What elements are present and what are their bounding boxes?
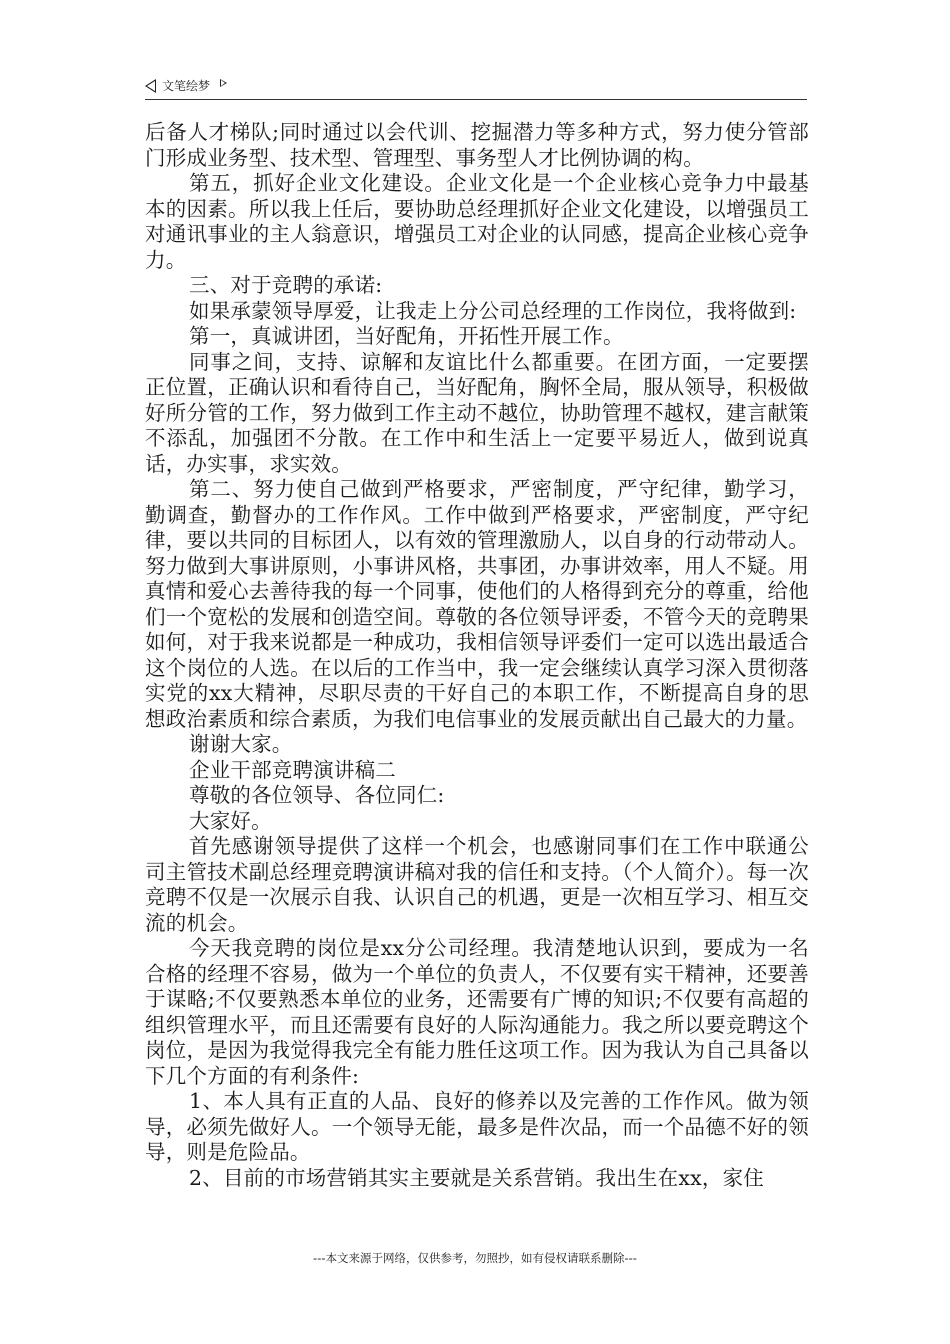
header-brand	[145, 77, 227, 94]
paragraph: 后备人才梯队;同时通过以会代训、挖掘潜力等多种方式，努力使分管部门形成业务型、技术型、管理型、事务型人才比例协调的构。	[145, 120, 809, 170]
paragraph: 今天我竞聘的岗位是xx分公司经理。我清楚地认识到，要成为一名合格的经理不容易，做为一个单位的负责人，不仅要有实干精神，还要善于谋略;不仅要熟悉本单位的业务，还需要有广博的知识;不仅要有高超的组织管理水平，而且还需要有良好的人际沟通能力。我之所以要竞聘这个岗位，是因为我觉得我完全有能力胜任这项工作。因为我认为自己具备以下几个方面的有利条件:	[145, 936, 809, 1088]
header-rule	[145, 99, 807, 100]
paragraph: 大家好。	[189, 808, 272, 833]
paragraph: 企业干部竞聘演讲稿二	[189, 757, 396, 782]
paragraph: 第一，真诚讲团，当好配角，开拓性开展工作。	[189, 324, 624, 348]
paragraph: 同事之间，支持、谅解和友谊比什么都重要。在团方面，一定要摆正位置，正确认识和看待自己，当好配角，胸怀全局，服从领导，积极做好所分管的工作，努力做到工作主动不越位，协助管理不越权，建言献策不添乱，加强团不分散。在工作中和生活上一定要平易近人，做到说真话，办实事，求实效。	[145, 349, 809, 476]
page-header	[145, 70, 807, 100]
paragraph: 第五，抓好企业文化建设。企业文化是一个企业核心竞争力中最基本的因素。所以我上任后，要协助总经理抓好企业文化建设，以增强员工对通讯事业的主人翁意识，增强员工对企业的认同感，提高企业核心竞争力。	[145, 171, 809, 272]
document-body	[145, 120, 809, 1191]
triangle-left-icon	[145, 79, 156, 93]
paragraph: 1、本人具有正直的人品、良好的修养以及完善的工作作风。做为领导，必须先做好人。一个领导无能，最多是件次品，而一个品德不好的领导，则是危险品。	[145, 1089, 809, 1164]
paragraph: 2、目前的市场营销其实主要就是关系营销。我出生在xx，家住	[189, 1165, 764, 1190]
paragraph: 第二、努力使自己做到严格要求，严密制度，严守纪律，勤学习，勤调查，勤督办的工作作风。工作中做到严格要求，严密制度，严守纪律，要以共同的目标团人，以有效的管理激励人，以自身的行动带动人。努力做到大事讲原则，小事讲风格，共事团，办事讲效率，用人不疑。用真情和爱心去善待我的每一个同事，使他们的人格得到充分的尊重，给他们一个宽松的发展和创造空间。尊敬的各位领导评委，不管今天的竞聘果如何，对于我来说都是一种成功，我相信领导评委们一定可以选出最适合这个岗位的人选。在以后的工作当中，我一定会继续认真学习深入贯彻落实党的xx大精神，尽职尽责的干好自己的本职工作，不断提高自身的思想政治素质和综合素质，为我们电信事业的发展贡献出自己最大的力量。	[145, 477, 809, 731]
paragraph: 尊敬的各位领导、各位同仁:	[189, 783, 445, 807]
page-footer: ---本文来源于网络，仅供参考，勿照抄，如有侵权请联系删除---	[313, 1251, 637, 1265]
brand-text: 文笔绘梦	[162, 79, 211, 93]
paragraph: 首先感谢领导提供了这样一个机会，也感谢同事们在工作中联通公司主管技术副总经理竞聘演讲稿对我的信任和支持。（个人简介）。每一次竞聘不仅是一次展示自我、认识自己的机遇，更是一次相互学习、相互交流的机会。	[145, 834, 809, 935]
triangle-right-icon	[220, 79, 227, 87]
paragraph: 如果承蒙领导厚爱，让我走上分公司总经理的工作岗位，我将做到:	[189, 298, 797, 323]
paragraph: 三、对于竞聘的承诺:	[189, 273, 383, 297]
paragraph: 谢谢大家。	[189, 732, 293, 756]
